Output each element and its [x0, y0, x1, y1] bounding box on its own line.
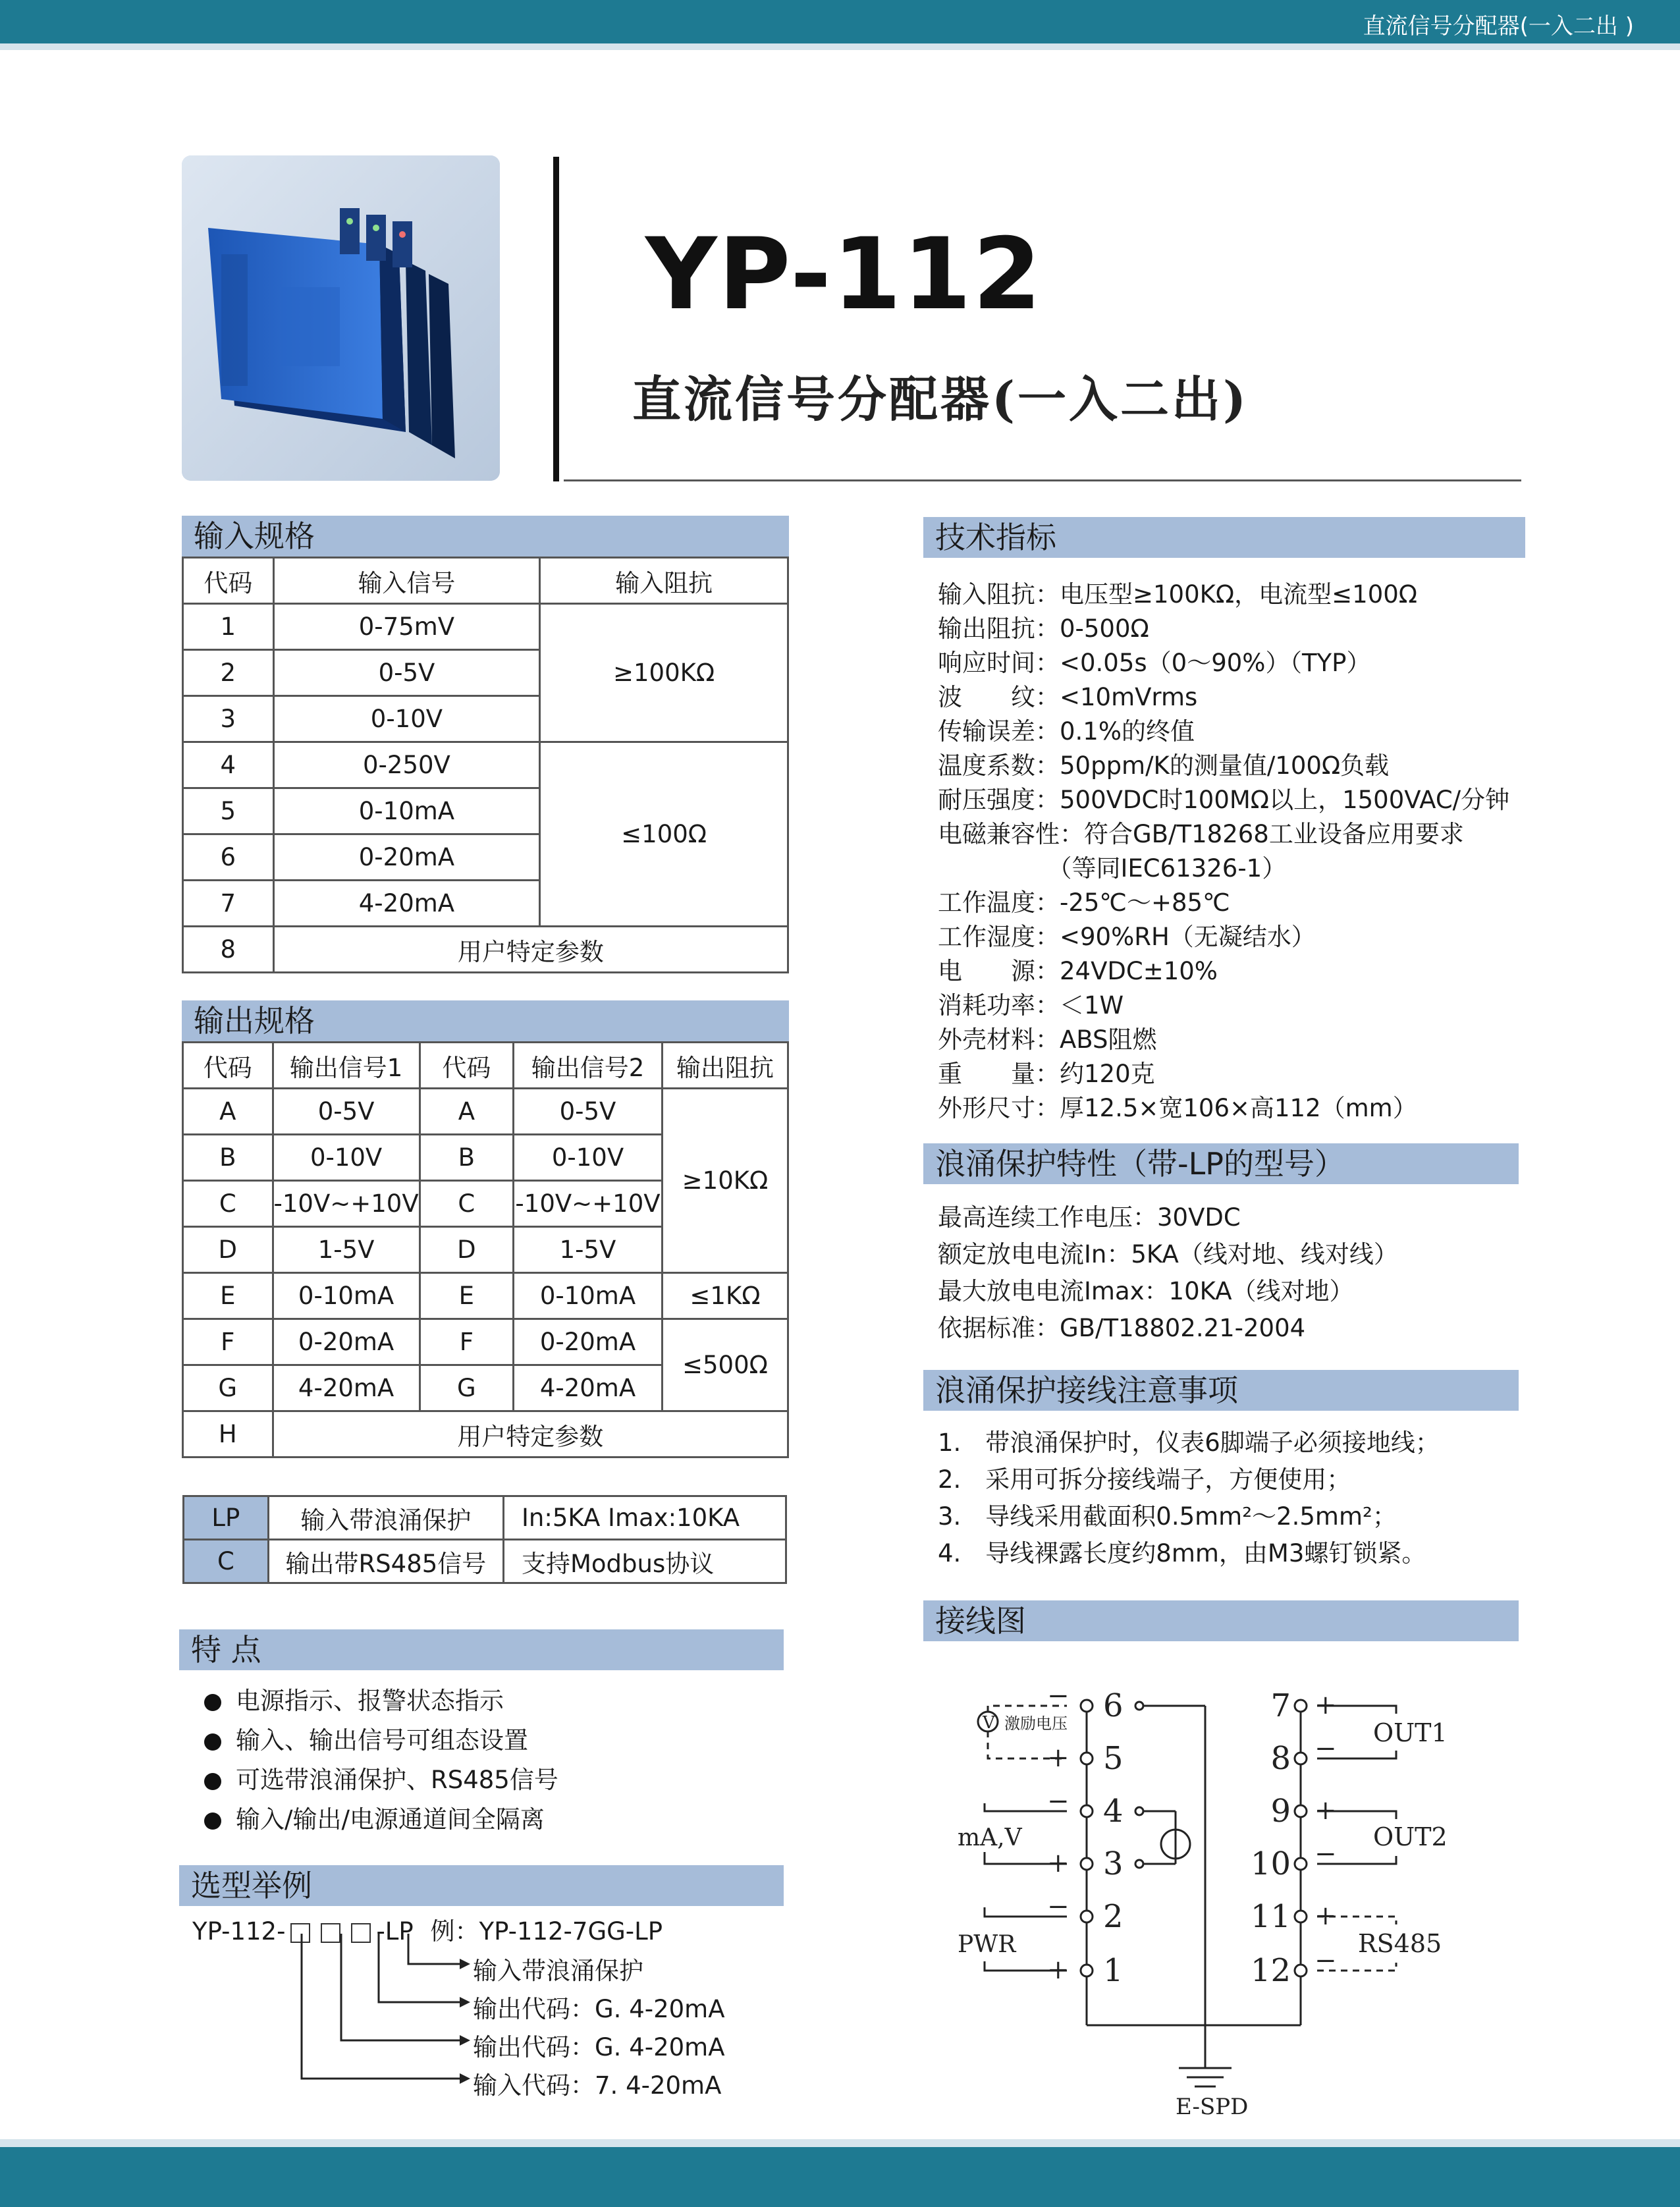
- pin-8: 8: [1270, 1740, 1291, 1777]
- row-code1: H: [183, 1411, 273, 1458]
- row-signal1: 0-5V: [273, 1089, 420, 1135]
- model-title: YP-112: [645, 217, 1043, 332]
- ground-label: E-SPD: [1176, 2094, 1249, 2120]
- col-header-code1: 代码: [183, 1043, 273, 1089]
- tech-line: 响应时间：<0.05s（0～90%）（TYP）: [938, 649, 1371, 677]
- row-code1: E: [183, 1273, 273, 1319]
- product-photo: [182, 155, 500, 481]
- bullet-icon: [204, 1694, 221, 1711]
- table-row: [184, 1496, 786, 1540]
- wiring-diagram: [948, 1673, 1488, 2127]
- wiring-diagram-header: 接线图: [923, 1600, 1519, 1641]
- option-code: LP: [184, 1496, 269, 1540]
- row-code1: A: [183, 1089, 273, 1135]
- row-signal: 0-5V: [273, 650, 540, 696]
- output-spec-table: [182, 1041, 789, 1458]
- bullet-icon: [204, 1812, 221, 1830]
- row-code1: F: [183, 1319, 273, 1365]
- row-code2: F: [420, 1319, 513, 1365]
- tech-line: 重 量：约120克: [938, 1060, 1155, 1088]
- table-header-row: [183, 1043, 788, 1089]
- polarity-minus: −: [1314, 1839, 1337, 1869]
- polarity-minus: −: [1314, 1733, 1337, 1764]
- product-name: 直流信号分配器(一入二出): [632, 371, 1249, 428]
- table-row: [183, 927, 788, 973]
- title-divider-horizontal: [564, 479, 1521, 481]
- row-signal1: 0-10mA: [273, 1273, 420, 1319]
- bottom-banner: [0, 2147, 1680, 2207]
- row-signal2: 0-20mA: [514, 1319, 663, 1365]
- tech-line: 输出阻抗：0-500Ω: [938, 614, 1149, 643]
- product-illustration: [182, 155, 500, 481]
- row-code1: G: [183, 1365, 273, 1411]
- row-code: 3: [183, 696, 274, 742]
- surge-line: 依据标准：GB/T18802.21-2004: [938, 1314, 1306, 1342]
- bullet-icon: [204, 1773, 221, 1790]
- surge-line: 最大放电电流Imax：10KA（线对地）: [938, 1277, 1354, 1305]
- col-header-signal: 输入信号: [273, 558, 540, 604]
- polarity-minus: −: [1047, 1892, 1070, 1922]
- table-row: [183, 1273, 788, 1319]
- col-header-impedance: 输入阻抗: [540, 558, 788, 604]
- wiring-note: 1. 带浪涌保护时，仪表6脚端子必须接地线；: [938, 1429, 1440, 1457]
- wiring-note: 2. 采用可拆分接线端子，方便使用；: [938, 1465, 1351, 1494]
- wiring-notes-header: 浪涌保护接线注意事项: [923, 1370, 1519, 1411]
- option-code: C: [184, 1540, 269, 1583]
- top-banner-stripe: [0, 43, 1680, 50]
- polarity-plus: +: [1314, 1795, 1337, 1826]
- row-signal: 0-10V: [273, 696, 540, 742]
- feature-item: [204, 1681, 504, 1716]
- col-header-signal1: 输出信号1: [273, 1043, 420, 1089]
- bottom-banner-stripe: [0, 2139, 1680, 2147]
- table-header-row: [183, 558, 788, 604]
- pin-1: 1: [1103, 1952, 1124, 1989]
- row-code2: B: [420, 1135, 513, 1181]
- bullet-icon: [204, 1733, 221, 1751]
- row-code: 2: [183, 650, 274, 696]
- row-code1: B: [183, 1135, 273, 1181]
- col-header-code: 代码: [183, 558, 274, 604]
- col-header-code2: 代码: [420, 1043, 513, 1089]
- pin-4: 4: [1103, 1793, 1124, 1830]
- tech-line: （等同IEC61326-1）: [938, 854, 1287, 883]
- tech-line: 耐压强度：500VDC时100MΩ以上，1500VAC/分钟: [938, 786, 1510, 814]
- option-detail: 支持Modbus协议: [504, 1540, 786, 1583]
- tech-line: 电磁兼容性：符合GB/T18268工业设备应用要求: [938, 820, 1464, 848]
- selection-legend-output1: 输出代码：G. 4-20mA: [473, 2033, 725, 2061]
- row-code1: D: [183, 1227, 273, 1273]
- table-row: [183, 1089, 788, 1135]
- row-signal: 0-20mA: [273, 834, 540, 881]
- polarity-plus: +: [1047, 1848, 1070, 1878]
- excitation-label: 激励电压: [1004, 1714, 1068, 1733]
- surge-header: 浪涌保护特性（带-LP的型号）: [923, 1143, 1519, 1184]
- pin-5: 5: [1103, 1740, 1124, 1777]
- pin-2: 2: [1103, 1898, 1124, 1935]
- feature-text: 电源指示、报警状态指示: [236, 1687, 504, 1715]
- tech-line: 消耗功率：＜1W: [938, 991, 1124, 1020]
- impedance-group-1: ≥100KΩ: [540, 604, 788, 742]
- row-signal: 0-10mA: [273, 788, 540, 834]
- table-row: [183, 742, 788, 788]
- polarity-plus: +: [1314, 1690, 1337, 1720]
- row-signal: 用户特定参数: [273, 927, 788, 973]
- feature-text: 输入/输出/电源通道间全隔离: [236, 1805, 545, 1834]
- title-divider-vertical: [553, 157, 559, 481]
- row-code: 5: [183, 788, 274, 834]
- options-table: [182, 1495, 787, 1584]
- option-desc: 输出带RS485信号: [268, 1540, 503, 1583]
- out2-label: OUT2: [1373, 1822, 1448, 1851]
- row-signal2: 0-10mA: [514, 1273, 663, 1319]
- output-spec-header: 输出规格: [182, 1000, 789, 1041]
- pin-10: 10: [1250, 1845, 1291, 1882]
- row-signal: 4-20mA: [273, 881, 540, 927]
- polarity-minus: −: [1047, 1681, 1070, 1711]
- polarity-plus: +: [1047, 1955, 1070, 1985]
- row-signal1: -10V~+10V: [273, 1181, 420, 1227]
- row-code2: D: [420, 1227, 513, 1273]
- row-code: 1: [183, 604, 274, 650]
- impedance-group-2: ≤100Ω: [540, 742, 788, 927]
- selection-example: 例：YP-112-7GG-LP: [430, 1917, 663, 1946]
- pin-9: 9: [1270, 1793, 1291, 1830]
- selection-legend-lp: 输入带浪涌保护: [473, 1957, 643, 1985]
- tech-line: 传输误差：0.1%的终值: [938, 717, 1195, 746]
- surge-line: 额定放电电流In：5KA（线对地、线对线）: [938, 1240, 1398, 1268]
- row-signal1: 4-20mA: [273, 1365, 420, 1411]
- col-header-impedance: 输出阻抗: [662, 1043, 788, 1089]
- col-header-signal2: 输出信号2: [514, 1043, 663, 1089]
- row-code: 4: [183, 742, 274, 788]
- surge-line: 最高连续工作电压：30VDC: [938, 1203, 1241, 1232]
- option-desc: 输入带浪涌保护: [268, 1496, 503, 1540]
- row-code2: E: [420, 1273, 513, 1319]
- input-spec-header: 输入规格: [182, 516, 789, 557]
- option-detail: In:5KA Imax:10KA: [504, 1496, 786, 1540]
- selection-suffix: -LP: [376, 1917, 414, 1946]
- tech-line: 输入阻抗：电压型≥100KΩ，电流型≤100Ω: [938, 580, 1418, 609]
- signal-label: mA,V: [958, 1824, 1022, 1851]
- pin-7: 7: [1270, 1687, 1291, 1724]
- selection-prefix: YP-112-: [192, 1917, 286, 1946]
- row-signal2: 1-5V: [514, 1227, 663, 1273]
- table-row: [184, 1540, 786, 1583]
- tech-spec-header: 技术指标: [923, 517, 1525, 558]
- pin-11: 11: [1250, 1898, 1291, 1935]
- selection-leader-lines: [283, 1930, 481, 2088]
- table-row: [183, 1319, 788, 1365]
- row-signal1: 0-20mA: [273, 1319, 420, 1365]
- feature-text: 输入、输出信号可组态设置: [236, 1726, 528, 1755]
- tech-line: 工作湿度：<90%RH（无凝结水）: [938, 923, 1316, 951]
- polarity-plus: +: [1314, 1901, 1337, 1931]
- row-signal1: 用户特定参数: [273, 1411, 788, 1458]
- tech-line: 电 源：24VDC±10%: [938, 957, 1218, 985]
- row-signal: 0-250V: [273, 742, 540, 788]
- row-code1: C: [183, 1181, 273, 1227]
- feature-item: [204, 1720, 528, 1756]
- wiring-note: 3. 导线采用截面积0.5mm²～2.5mm²；: [938, 1502, 1397, 1531]
- row-signal1: 1-5V: [273, 1227, 420, 1273]
- pin-12: 12: [1250, 1952, 1291, 1989]
- tech-line: 工作温度：-25℃～+85℃: [938, 888, 1230, 917]
- table-row: [183, 604, 788, 650]
- selection-legend-input: 输入代码：7. 4-20mA: [473, 2071, 722, 2100]
- tech-line: 温度系数：50ppm/K的测量值/100Ω负载: [938, 751, 1390, 780]
- row-code2: G: [420, 1365, 513, 1411]
- polarity-plus: +: [1047, 1743, 1070, 1773]
- pin-3: 3: [1103, 1845, 1124, 1882]
- table-row: [183, 1411, 788, 1458]
- out1-label: OUT1: [1373, 1718, 1448, 1747]
- header-doc-title: 直流信号分配器(一入二出 ): [1363, 13, 1634, 40]
- row-code2: A: [420, 1089, 513, 1135]
- tech-line: 波 纹：<10mVrms: [938, 683, 1198, 711]
- selection-header: 选型举例: [179, 1865, 784, 1906]
- rs485-label: RS485: [1358, 1929, 1442, 1958]
- feature-text: 可选带浪涌保护、RS485信号: [236, 1766, 558, 1794]
- row-code: 8: [183, 927, 274, 973]
- voltmeter-icon: V: [983, 1713, 995, 1733]
- row-signal1: 0-10V: [273, 1135, 420, 1181]
- row-code2: C: [420, 1181, 513, 1227]
- tech-line: 外壳材料：ABS阻燃: [938, 1025, 1157, 1054]
- pin-6: 6: [1103, 1687, 1124, 1724]
- wiring-note: 4. 导线裸露长度约8mm，由M3螺钉锁紧。: [938, 1539, 1426, 1567]
- polarity-minus: −: [1314, 1946, 1337, 1976]
- input-spec-table: [182, 557, 789, 973]
- impedance-e: ≤1KΩ: [662, 1273, 788, 1319]
- impedance-fg: ≤500Ω: [662, 1319, 788, 1411]
- row-signal: 0-75mV: [273, 604, 540, 650]
- impedance-abcd: ≥10KΩ: [662, 1089, 788, 1273]
- selection-legend-output2: 输出代码：G. 4-20mA: [473, 1995, 725, 2023]
- polarity-minus: −: [1047, 1786, 1070, 1816]
- feature-item: [204, 1760, 558, 1795]
- power-label: PWR: [958, 1931, 1016, 1958]
- features-header: 特 点: [179, 1629, 784, 1670]
- tech-line: 外形尺寸：厚12.5×宽106×高112（mm）: [938, 1094, 1417, 1122]
- row-signal2: 0-10V: [514, 1135, 663, 1181]
- row-code: 7: [183, 881, 274, 927]
- row-signal2: -10V~+10V: [514, 1181, 663, 1227]
- feature-item: [204, 1799, 545, 1835]
- row-signal2: 4-20mA: [514, 1365, 663, 1411]
- row-code: 6: [183, 834, 274, 881]
- row-signal2: 0-5V: [514, 1089, 663, 1135]
